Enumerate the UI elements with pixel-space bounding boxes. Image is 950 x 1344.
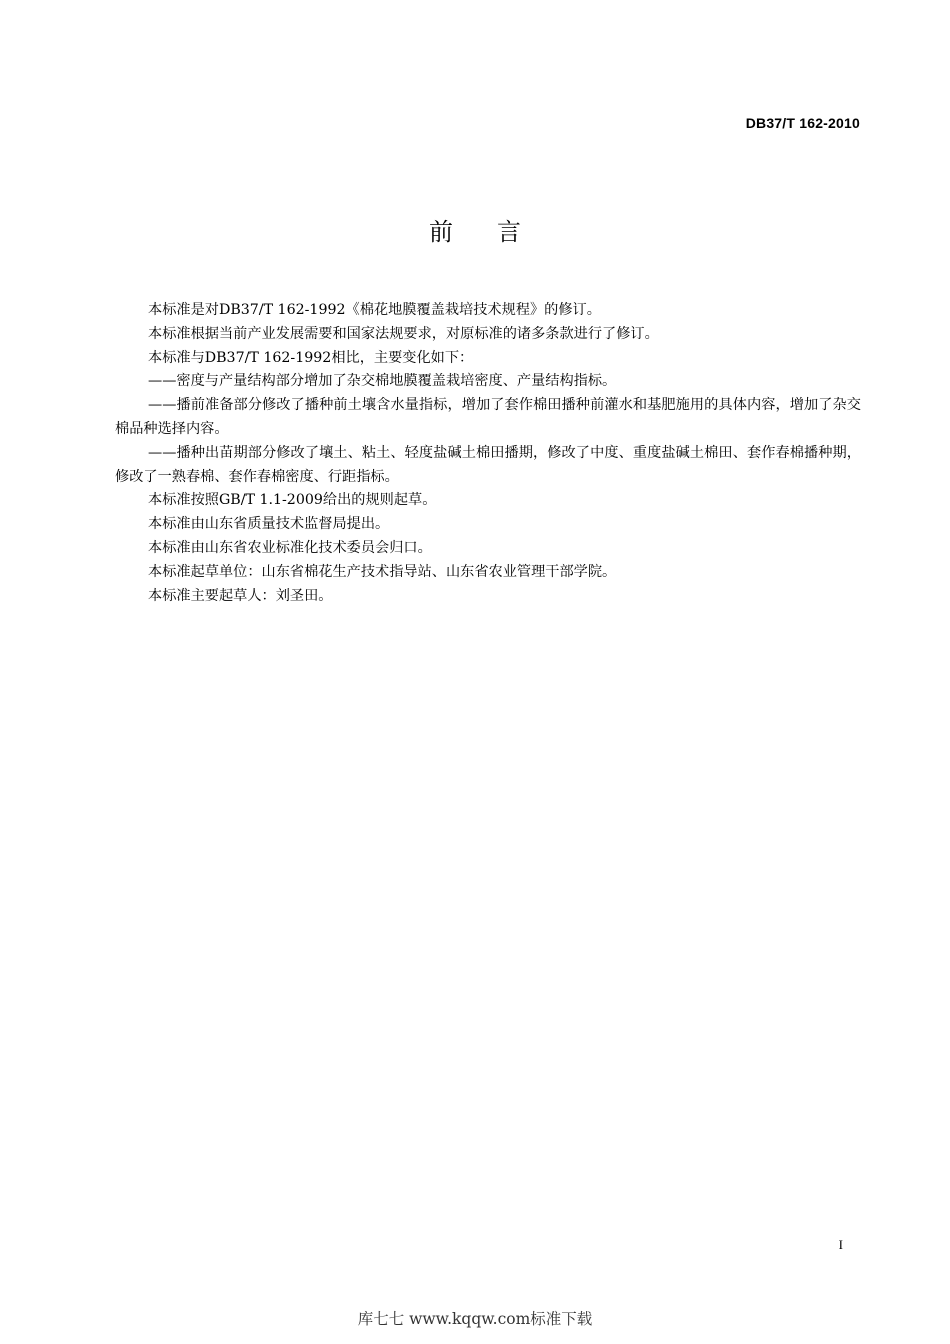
paragraph-change-sowing: ——播种出苗期部分修改了壤土、粘土、轻度盐碱土棉田播期，修改了中度、重度盐碱土棉田、套作春棉播种期，修改了一熟春棉、套作春棉密度、行距指标。 xyxy=(115,444,861,485)
site-watermark: 库七七 www.kqqw.com标准下载 xyxy=(357,1310,593,1328)
paragraph-proposer: 本标准由山东省质量技术监督局提出。 xyxy=(148,516,390,533)
paragraph-change-density: ——密度与产量结构部分增加了杂交棉地膜覆盖栽培密度、产量结构指标。 xyxy=(148,373,617,390)
paragraph-drafting-rules: 本标准按照GB/T 1.1-2009给出的规则起草。 xyxy=(148,492,437,509)
paragraph-change-preparation: ——播前准备部分修改了播种前土壤含水量指标，增加了套作棉田播种前灌水和基肥施用的具体内容，增加了杂交棉品种选择内容。 xyxy=(115,397,861,437)
page-title: 前言 xyxy=(429,218,565,246)
paragraph-drafting-units: 本标准起草单位：山东省棉花生产技术指导站、山东省农业管理干部学院。 xyxy=(148,563,617,580)
paragraph-revision-reason: 本标准根据当前产业发展需要和国家法规要求，对原标准的诸多条款进行了修订。 xyxy=(148,325,659,342)
page-number: I xyxy=(838,1237,843,1252)
paragraph-committee: 本标准由山东省农业标准化技术委员会归口。 xyxy=(148,539,432,556)
paragraph-drafters: 本标准主要起草人：刘圣田。 xyxy=(148,587,333,604)
paragraph-changes-intro: 本标准与DB37/T 162-1992相比，主要变化如下： xyxy=(148,349,474,366)
paragraph-revision-note: 本标准是对DB37/T 162-1992《棉花地膜覆盖栽培技术规程》的修订。 xyxy=(148,302,601,318)
document-code: DB37/T 162-2010 xyxy=(745,115,860,131)
preface-body xyxy=(115,299,861,608)
